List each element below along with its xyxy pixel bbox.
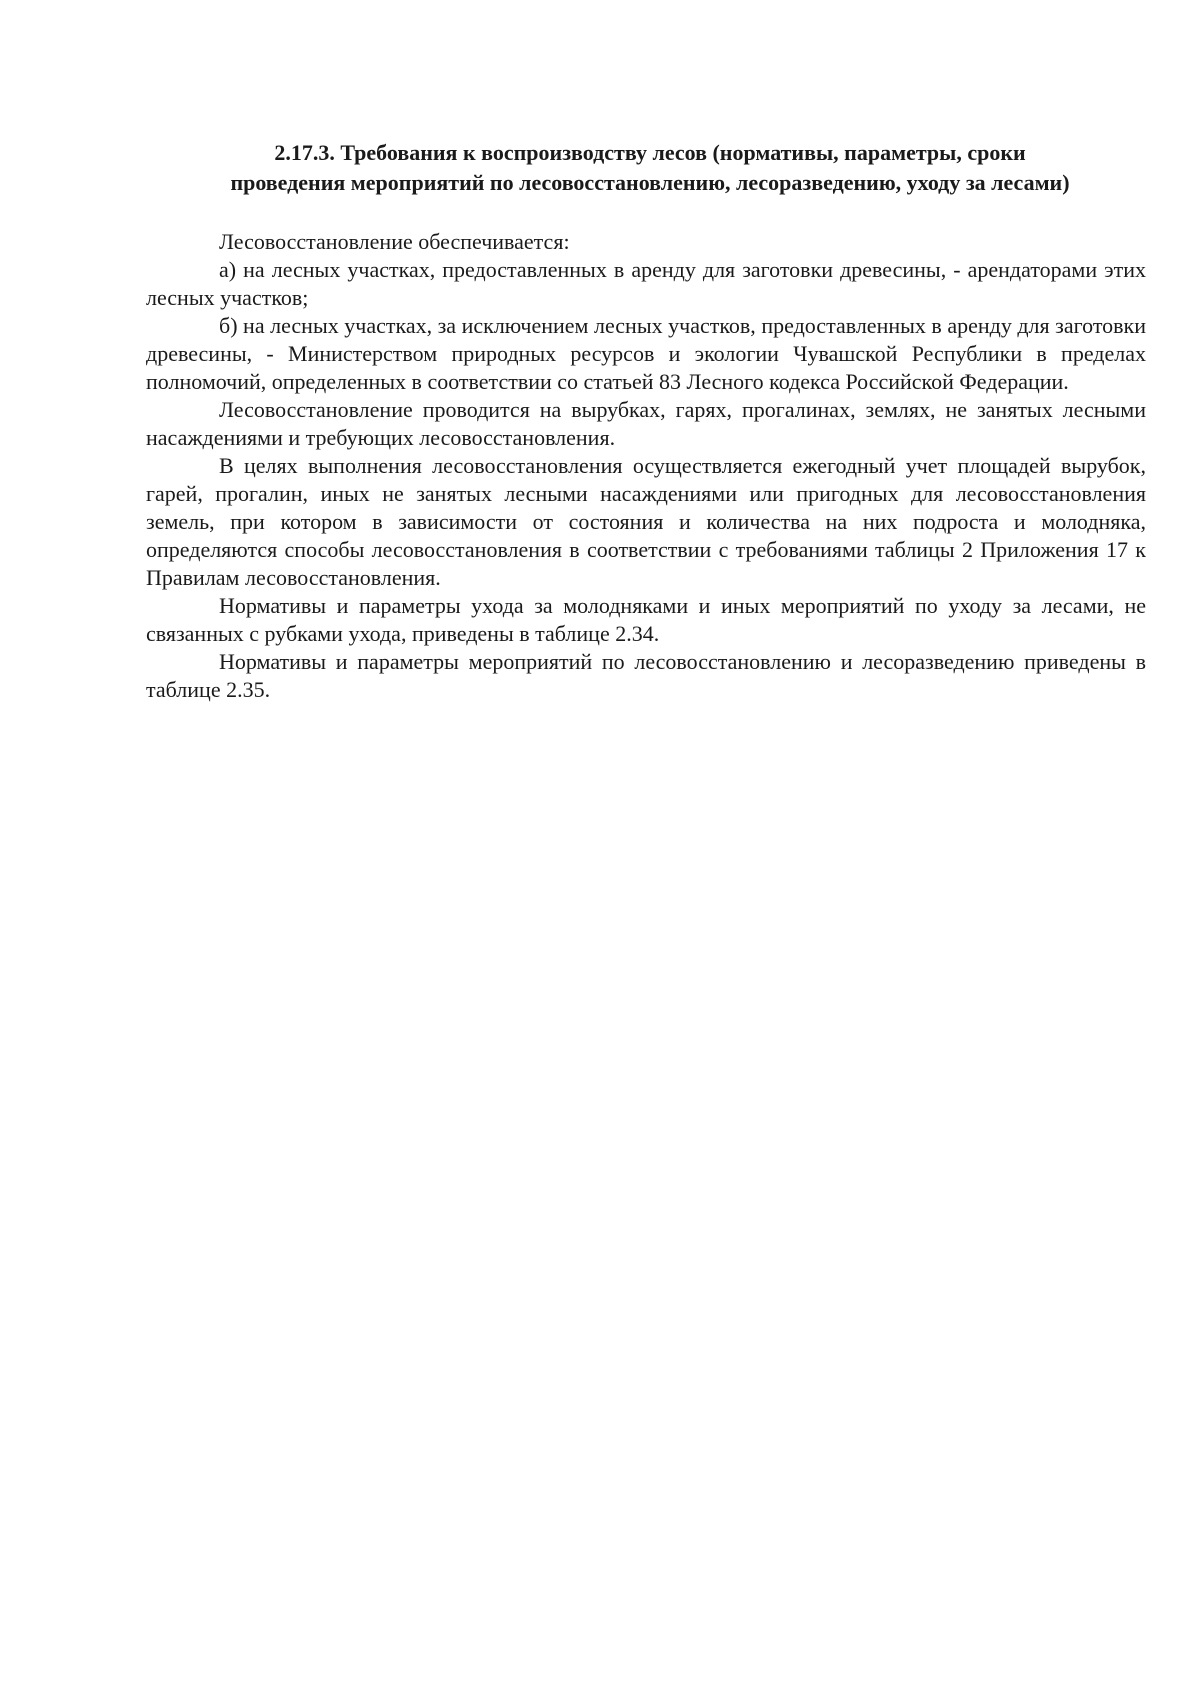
heading-line-1: 2.17.3. Требования к воспроизводству лесов (нормативы, параметры, сроки <box>274 140 1026 165</box>
paragraph-item-a: а) на лесных участках, предоставленных в аренду для заготовки древесины, - арендаторами этих лесных участков; <box>146 257 1146 310</box>
heading-line-2: проведения мероприятий по лесовосстановлению, лесоразведению, уходу за лесами) <box>230 170 1070 195</box>
paragraph-intro: Лесовосстановление обеспечивается: <box>219 229 570 254</box>
paragraph-item-b: б) на лесных участках, за исключением лесных участков, предоставленных в аренду для заготовки древесины, - Министерством природных ресурсов и экологии Чувашской Республики в пределах полномочий, определенных в соответствии со статьей 83 Лесного кодекса Российской Федерации. <box>146 313 1146 394</box>
section-heading <box>150 138 1150 198</box>
paragraph-accounting: В целях выполнения лесовосстановления осуществляется ежегодный учет площадей вырубок, гарей, прогалин, иных не занятых лесными насаждениями или пригодных для лесовосстановления земель, при котором в зависимости от состояния и количества на них подроста и молодняка, определяются способы лесовосстановления в соответствии с требованиями таблицы 2 Приложения 17 к Правилам лесовосстановления. <box>146 453 1146 590</box>
paragraph-table-2-34: Нормативы и параметры ухода за молодняками и иных мероприятий по уходу за лесами, не связанных с рубками ухода, приведены в таблице 2.34. <box>146 593 1146 646</box>
paragraph-table-2-35: Нормативы и параметры мероприятий по лесовосстановлению и лесоразведению приведены в таблице 2.35. <box>146 649 1146 702</box>
paragraph-locations: Лесовосстановление проводится на вырубках, гарях, прогалинах, землях, не занятых лесными насаждениями и требующих лесовосстановления. <box>146 397 1146 450</box>
body-text <box>146 228 1146 704</box>
